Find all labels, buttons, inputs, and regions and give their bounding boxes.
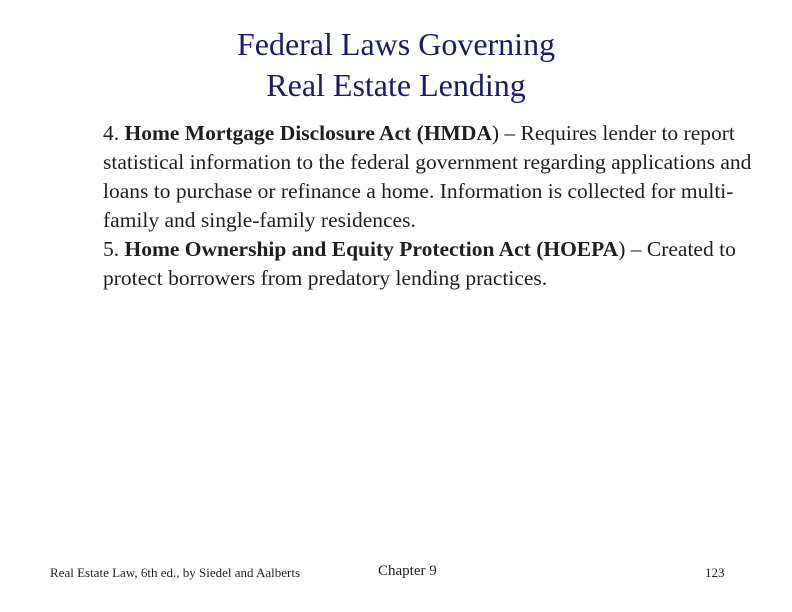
item-number: 4. xyxy=(103,121,125,145)
title-line-1: Federal Laws Governing xyxy=(236,26,556,62)
footer-chapter: Chapter 9 xyxy=(378,563,437,579)
title-line-2: Real Estate Lending xyxy=(266,67,526,103)
list-item-hmda xyxy=(103,119,753,235)
act-name: Home Mortgage Disclosure Act (HMDA xyxy=(124,121,492,145)
slide-title xyxy=(0,24,792,106)
item-number: 5. xyxy=(103,237,125,261)
list-item-hoepa xyxy=(103,235,753,293)
act-name: Home Ownership and Equity Protection Act (HOEPA xyxy=(124,237,619,261)
slide-body xyxy=(103,119,753,293)
footer-page-number: 123 xyxy=(705,565,725,580)
act-description: ) – Requires lender to report statistical information to the federal government regarding applications and loans to purchase or refinance a home. Information is collected for multi-family and single-family residences. xyxy=(103,121,752,232)
act-description: ) – Created to protect borrowers from predatory lending practices. xyxy=(103,237,736,290)
footer-source: Real Estate Law, 6th ed., by Siedel and Aalberts xyxy=(50,565,301,580)
